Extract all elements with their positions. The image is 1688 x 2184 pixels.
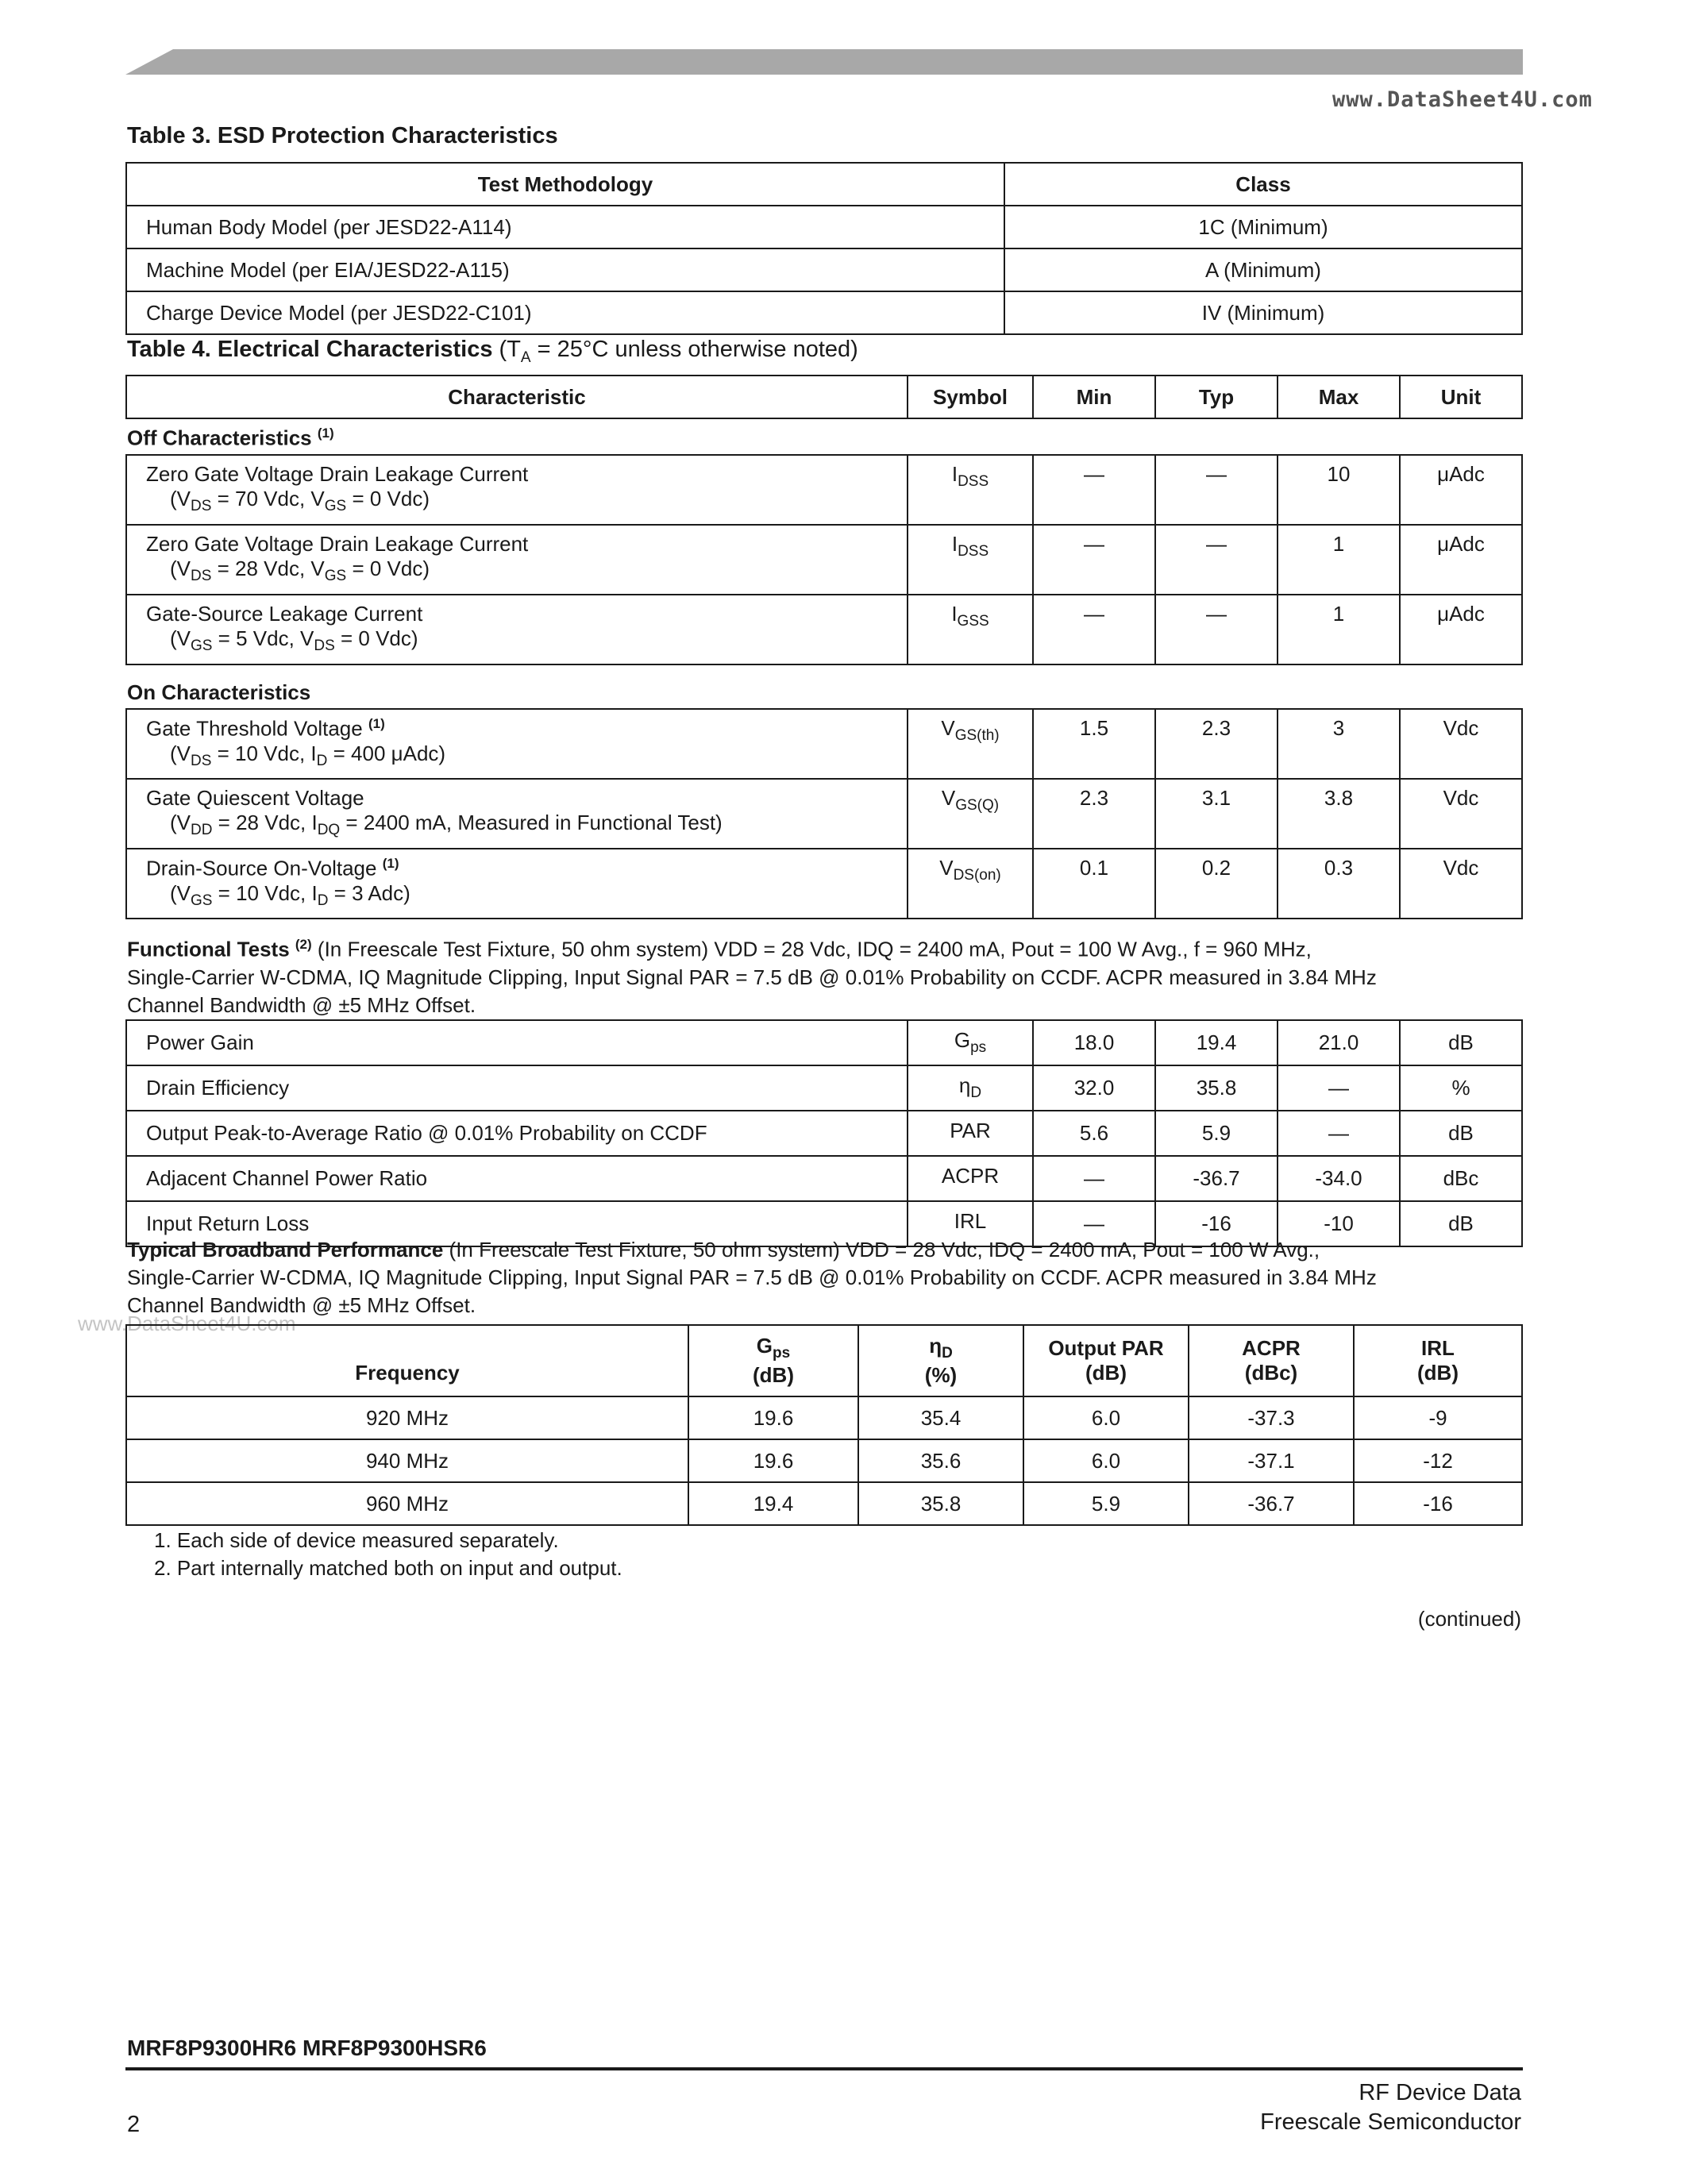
off-characteristics-table: [125, 454, 1523, 665]
footer-rf-device-data: RF Device Data: [1358, 2080, 1521, 2105]
table-row: [126, 1396, 1522, 1439]
max-cell: 0.3: [1278, 849, 1400, 919]
typ-cell: 35.8: [1155, 1065, 1278, 1111]
table-row: [126, 1111, 1522, 1156]
table-row: [126, 1439, 1522, 1482]
symbol-cell: ACPR: [908, 1156, 1033, 1201]
broadband-cell: -12: [1354, 1439, 1522, 1482]
typ-cell: 5.9: [1155, 1111, 1278, 1156]
broadband-cell: -16: [1354, 1482, 1522, 1525]
symbol-cell: $V_{GS(Q)}$: [908, 779, 1033, 849]
min-cell: 32.0: [1033, 1065, 1155, 1111]
typ-cell: 0.2: [1155, 849, 1278, 919]
broadband-header-irl: IRL (dB): [1354, 1325, 1522, 1396]
broadband-cell: -9: [1354, 1396, 1522, 1439]
table-row: [126, 779, 1522, 849]
unit-cell: μAdc: [1400, 525, 1522, 595]
min-cell: 18.0: [1033, 1020, 1155, 1065]
broadband-cell: -37.1: [1189, 1439, 1354, 1482]
continued-label: (continued): [1417, 1607, 1521, 1631]
typ-cell: —: [1155, 455, 1278, 525]
table-row: [126, 291, 1522, 334]
typ-cell: 3.1: [1155, 779, 1278, 849]
broadband-cell: 5.9: [1023, 1482, 1189, 1525]
table3-cell: Charge Device Model (per JESD22-C101): [126, 291, 1004, 334]
min-cell: 1.5: [1033, 709, 1155, 779]
table4-header-characteristic: Characteristic: [126, 376, 908, 418]
characteristic-cell: Gate-Source Leakage Current ($V_{GS} = 5$ Vdc, $V_{DS} = 0$ Vdc): [126, 595, 908, 664]
unit-cell: dB: [1400, 1201, 1522, 1246]
broadband-cell: 6.0: [1023, 1439, 1189, 1482]
min-cell: 5.6: [1033, 1111, 1155, 1156]
broadband-cell: 920 MHz: [126, 1396, 688, 1439]
table4-header-min: Min: [1033, 376, 1155, 418]
table3-cell: IV (Minimum): [1004, 291, 1522, 334]
broadband-cell: -36.7: [1189, 1482, 1354, 1525]
max-cell: 3.8: [1278, 779, 1400, 849]
table3-cell: A (Minimum): [1004, 248, 1522, 291]
broadband-cell: 35.4: [858, 1396, 1023, 1439]
typ-cell: -36.7: [1155, 1156, 1278, 1201]
table-row: [126, 248, 1522, 291]
broadband-cell: 19.4: [688, 1482, 858, 1525]
typ-cell: 19.4: [1155, 1020, 1278, 1065]
broadband-cell: 35.8: [858, 1482, 1023, 1525]
max-cell: 21.0: [1278, 1020, 1400, 1065]
footnote: 2. Part internally matched both on input and output.: [154, 1556, 622, 1580]
characteristic-cell: Zero Gate Voltage Drain Leakage Current ($V_{DS} = 28$ Vdc, $V_{GS} = 0$ Vdc): [126, 525, 908, 595]
off-characteristics-heading: Off Characteristics $^{(1)}$: [127, 426, 334, 450]
min-cell: —: [1033, 455, 1155, 525]
min-cell: —: [1033, 595, 1155, 664]
typ-cell: 2.3: [1155, 709, 1278, 779]
symbol-cell: $\eta_D$: [908, 1065, 1033, 1111]
broadband-header-output-par: Output PAR (dB): [1023, 1325, 1189, 1396]
characteristic-cell: Output Peak-to-Average Ratio @ 0.01% Probability on CCDF: [126, 1111, 908, 1156]
unit-cell: μAdc: [1400, 455, 1522, 525]
characteristic-cell: Gate Quiescent Voltage ($V_{DD} = 28$ Vdc, $I_{DQ} = 2400$ mA, Measured in Functional Test): [126, 779, 908, 849]
max-cell: —: [1278, 1111, 1400, 1156]
table3-cell: Machine Model (per EIA/JESD22-A115): [126, 248, 1004, 291]
min-cell: 2.3: [1033, 779, 1155, 849]
table4-header-unit: Unit: [1400, 376, 1522, 418]
max-cell: 3: [1278, 709, 1400, 779]
symbol-cell: $V_{DS(on)}$: [908, 849, 1033, 919]
functional-tests-description: Functional Tests $^{(2)}$ (In Freescale Test Fixture, 50 ohm system) VDD = 28 Vdc, IDQ = 2400 mA, Pout = 100 W Avg., f = 960 MHz, Single-Carrier W-CDMA, IQ Magnitude Clipping, Input Signal PAR = 7.5 dB @ 0.01% Probability on CCDF. ACPR measured in 3.84 MHz Channel Bandwidth @ ±5 MHz Offset.: [127, 937, 1377, 1017]
footer-rule: [125, 2067, 1523, 2070]
table3-header-methodology: Test Methodology: [126, 163, 1004, 206]
characteristic-cell: Power Gain: [126, 1020, 908, 1065]
table-row: [126, 1156, 1522, 1201]
characteristic-cell: Gate Threshold Voltage $^{(1)}$ ($V_{DS} = 10$ Vdc, $I_D = 400$ μAdc): [126, 709, 908, 779]
characteristic-cell: Input Return Loss: [126, 1201, 908, 1246]
typ-cell: -16: [1155, 1201, 1278, 1246]
watermark-top: www.DataSheet4U.com: [1332, 87, 1593, 112]
unit-cell: dBc: [1400, 1156, 1522, 1201]
max-cell: 1: [1278, 525, 1400, 595]
broadband-header-acpr: ACPR (dBc): [1189, 1325, 1354, 1396]
unit-cell: Vdc: [1400, 709, 1522, 779]
table4-header-symbol: Symbol: [908, 376, 1033, 418]
symbol-cell: $G_{ps}$: [908, 1020, 1033, 1065]
on-characteristics-heading: On Characteristics: [127, 680, 311, 704]
characteristic-cell: Adjacent Channel Power Ratio: [126, 1156, 908, 1201]
table-row: [126, 455, 1522, 525]
broadband-table: [125, 1324, 1523, 1526]
unit-cell: dB: [1400, 1111, 1522, 1156]
table-row: [126, 525, 1522, 595]
broadband-cell: 35.6: [858, 1439, 1023, 1482]
table-row: [126, 595, 1522, 664]
broadband-header-row: [126, 1325, 1522, 1396]
table-row: [126, 849, 1522, 919]
on-characteristics-table: [125, 708, 1523, 919]
max-cell: 1: [1278, 595, 1400, 664]
characteristic-cell: Drain Efficiency: [126, 1065, 908, 1111]
broadband-cell: 19.6: [688, 1396, 858, 1439]
table-row: [126, 1065, 1522, 1111]
broadband-cell: 940 MHz: [126, 1439, 688, 1482]
max-cell: -34.0: [1278, 1156, 1400, 1201]
max-cell: 10: [1278, 455, 1400, 525]
table3-cell: Human Body Model (per JESD22-A114): [126, 206, 1004, 248]
unit-cell: Vdc: [1400, 849, 1522, 919]
characteristic-cell: Drain-Source On-Voltage $^{(1)}$ ($V_{GS} = 10$ Vdc, $I_D = 3$ Adc): [126, 849, 908, 919]
symbol-cell: $I_{DSS}$: [908, 455, 1033, 525]
broadband-cell: 960 MHz: [126, 1482, 688, 1525]
symbol-cell: $I_{DSS}$: [908, 525, 1033, 595]
symbol-cell: IRL: [908, 1201, 1033, 1246]
broadband-header-efficiency: $\eta_D$ (%): [858, 1325, 1023, 1396]
table-row: [126, 1020, 1522, 1065]
table3-cell: 1C (Minimum): [1004, 206, 1522, 248]
symbol-cell: $V_{GS(th)}$: [908, 709, 1033, 779]
min-cell: —: [1033, 1201, 1155, 1246]
unit-cell: Vdc: [1400, 779, 1522, 849]
max-cell: —: [1278, 1065, 1400, 1111]
symbol-cell: PAR: [908, 1111, 1033, 1156]
broadband-cell: 19.6: [688, 1439, 858, 1482]
table4-header-typ: Typ: [1155, 376, 1278, 418]
table-row: [126, 1482, 1522, 1525]
broadband-cell: 6.0: [1023, 1396, 1189, 1439]
header-bar: [125, 49, 1523, 75]
footnote: 1. Each side of device measured separately.: [154, 1528, 559, 1552]
table4-title: Table 4. Electrical Characteristics ($T_A = 25^\circ C$ unless otherwise noted): [127, 337, 858, 366]
footer-company: Freescale Semiconductor: [1260, 2109, 1521, 2135]
min-cell: —: [1033, 525, 1155, 595]
broadband-header-frequency: Frequency: [126, 1325, 688, 1396]
broadband-header-gps: $G_{ps}$ (dB): [688, 1325, 858, 1396]
table4-header-max: Max: [1278, 376, 1400, 418]
min-cell: —: [1033, 1156, 1155, 1201]
characteristic-cell: Zero Gate Voltage Drain Leakage Current ($V_{DS} = 70$ Vdc, $V_{GS} = 0$ Vdc): [126, 455, 908, 525]
table3-title: Table 3. ESD Protection Characteristics: [127, 123, 558, 148]
table-row: [126, 709, 1522, 779]
table-row: [126, 206, 1522, 248]
typ-cell: —: [1155, 525, 1278, 595]
footer-part-numbers: MRF8P9300HR6 MRF8P9300HSR6: [127, 2036, 487, 2060]
broadband-cell: -37.3: [1189, 1396, 1354, 1439]
table3: [125, 162, 1523, 335]
min-cell: 0.1: [1033, 849, 1155, 919]
broadband-description: Typical Broadband Performance (In Freescale Test Fixture, 50 ohm system) VDD = 28 Vdc, IDQ = 2400 mA, Pout = 100 W Avg., Single-Carrier W-CDMA, IQ Magnitude Clipping, Input Signal PAR = 7.5 dB @ 0.01% Probability on CCDF. ACPR measured in 3.84 MHz Channel Bandwidth @ ±5 MHz Offset.: [127, 1238, 1377, 1317]
unit-cell: μAdc: [1400, 595, 1522, 664]
unit-cell: dB: [1400, 1020, 1522, 1065]
functional-tests-table: [125, 1019, 1523, 1247]
table3-header-class: Class: [1004, 163, 1522, 206]
typ-cell: —: [1155, 595, 1278, 664]
unit-cell: %: [1400, 1065, 1522, 1111]
table4-header: [125, 375, 1523, 419]
watermark-mid: www.DataSheet4U.com: [78, 1312, 296, 1335]
table4-note: ($T_A = 25^\circ C$ unless otherwise noted): [499, 337, 858, 366]
page-number: 2: [127, 2112, 141, 2137]
symbol-cell: $I_{GSS}$: [908, 595, 1033, 664]
max-cell: -10: [1278, 1201, 1400, 1246]
